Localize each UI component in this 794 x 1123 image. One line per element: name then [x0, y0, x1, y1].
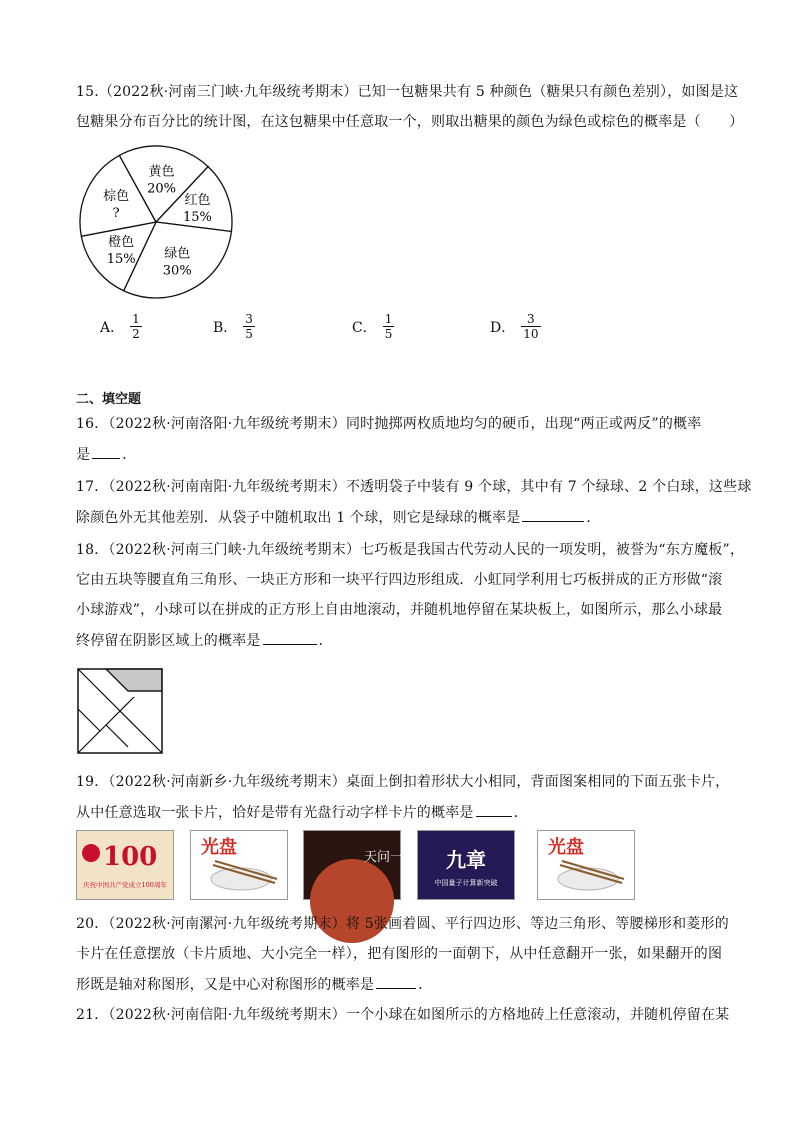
- answer-blank: [263, 630, 317, 645]
- card-tianwen: [303, 830, 417, 900]
- pie-slice-value: 20%: [147, 181, 176, 197]
- q16-line1: 16．（2022秋·河南洛阳·九年级统考期末）同时抛掷两枚质地均匀的硬币，出现“两正或两反”的概率: [76, 416, 702, 432]
- svg-text:庆祝中国共产党成立100周年: 庆祝中国共产党成立100周年: [83, 881, 167, 889]
- answer-blank: [376, 974, 416, 989]
- q19-line1: 19．（2022秋·河南新乡·九年级统考期末）桌面上倒扣着形状大小相同，背面图案相同的下面五张卡片，: [76, 774, 730, 790]
- pie-slice-value: 30%: [162, 263, 192, 279]
- answer-blank: [522, 507, 584, 522]
- q15-line2: 包糖果分布百分比的统计图，在这包糖果中任意取一个，则取出糖果的颜色为绿色或棕色的概率是（ ）: [76, 114, 744, 130]
- candy-pie-chart: [76, 142, 236, 302]
- tangram-figure: [76, 667, 164, 755]
- q21-line1: 21．（2022秋·河南信阳·九年级统考期末）一个小球在如图所示的方格地砖上任意滚动，并随机停留在某: [76, 1007, 730, 1023]
- choice-a: A． $\frac{1}{2}$: [100, 312, 140, 341]
- pie-slice-label: 棕色: [103, 189, 130, 205]
- pie-slice-value: 15%: [183, 210, 212, 226]
- svg-text:光盘: 光盘: [548, 837, 584, 858]
- svg-text:九章: 九章: [446, 848, 486, 872]
- q16-line2: 是 ．: [76, 444, 136, 465]
- q18-line4: 终停留在阴影区域上的概率是 ．: [76, 630, 333, 651]
- q17-line2: 除颜色外无其他差别．从袋子中随机取出 1 个球，则它是绿球的概率是 ．: [76, 507, 601, 528]
- pie-slice-label: 黄色: [148, 164, 175, 180]
- q18-line2: 它由五块等腰直角三角形、一块正方形和一块平行四边形组成．小虹同学利用七巧板拼成的正方形做“滚: [76, 572, 723, 588]
- pie-slice-value: 15%: [106, 252, 136, 268]
- answer-blank: [92, 444, 120, 459]
- card-clean-plate-1: [190, 830, 288, 900]
- q15-line1: 15.（2022秋·河南三门峡·九年级统考期末）已知一包糖果共有 5 种颜色（糖果只有颜色差别），如图是这: [76, 84, 739, 100]
- q17-line1: 17．（2022秋·河南南阳·九年级统考期末）不透明袋子中装有 9 个球，其中有 7 个绿球、2 个白球，这些球: [76, 479, 752, 495]
- q20-line3: 形既是轴对称图形，又是中心对称图形的概率是 ．: [76, 974, 432, 995]
- answer-blank: [476, 802, 512, 817]
- pie-slice-label: 红色: [184, 193, 211, 209]
- svg-text:光盘: 光盘: [201, 837, 237, 858]
- q20-line1: 20．（2022秋·河南漯河·九年级统考期末）将 5张画着圆、平行四边形、等边三角形、等腰梯形和菱形的: [76, 916, 729, 932]
- shaded-piece: [106, 669, 162, 691]
- choice-b: B． $\frac{3}{5}$: [213, 312, 253, 341]
- card-clean-plate-2: [537, 830, 635, 900]
- q20-line2: 卡片在任意摆放（卡片质地、大小完全一样），把有图形的一面朝下，从中任意翻开一张，如果翻开的图: [76, 946, 723, 962]
- svg-text:天问一号: 天问一号: [364, 850, 417, 865]
- section-title: 二、填空题: [76, 392, 142, 407]
- pie-slice-value: ?: [112, 206, 120, 222]
- pie-slice-label: 绿色: [164, 246, 191, 262]
- q18-line1: 18．（2022秋·河南三门峡·九年级统考期末）七巧板是我国古代劳动人民的一项发明，被誉为“东方魔板”，: [76, 542, 745, 558]
- svg-text:100: 100: [103, 842, 158, 872]
- card-party-anniversary: [76, 830, 174, 900]
- choice-c: C． $\frac{1}{5}$: [352, 312, 393, 341]
- q19-line2: 从中任意选取一张卡片，恰好是带有光盘行动字样卡片的概率是 ．: [76, 802, 528, 823]
- choice-d: D． $\frac{3}{10}$: [490, 312, 539, 341]
- q18-line3: 小球游戏”，小球可以在拼成的正方形上自由地滚动，并随机地停留在某块板上，如图所示，那么小球最: [76, 602, 723, 618]
- pie-slice-label: 橙色: [108, 235, 135, 251]
- svg-text:中国量子计算新突破: 中国量子计算新突破: [434, 879, 498, 887]
- card-jiuzhang: [417, 830, 515, 900]
